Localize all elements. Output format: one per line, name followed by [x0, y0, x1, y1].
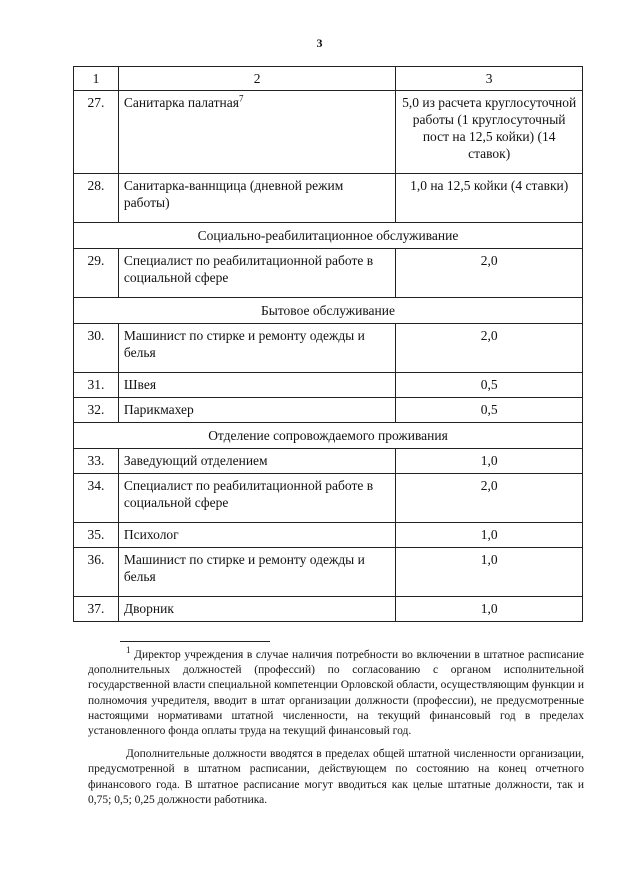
row-number: 27.: [74, 91, 119, 174]
column-header-position: 2: [118, 67, 395, 91]
position-name: [118, 398, 395, 423]
staff-quantity: 5,0 из расчета круглосуточной работы (1 круглосуточный пост на 12,5 койки) (14 ставок): [396, 91, 583, 174]
position-name: [118, 373, 395, 398]
position-name-text: Санитарка-ваннщица (дневной режим работы): [123, 178, 344, 210]
section-row: [74, 298, 583, 324]
position-name-text: Швея: [123, 377, 157, 392]
position-name-text: Специалист по реабилитационной работе в социальной сфере: [123, 253, 374, 285]
footnote-1: [88, 645, 584, 739]
staff-quantity: 1,0: [396, 548, 583, 597]
row-number: 32.: [74, 398, 119, 423]
position-name: [118, 174, 395, 223]
footnote-1-mark: 1: [126, 645, 131, 656]
table-row: [74, 324, 583, 373]
staff-quantity: 1,0: [396, 523, 583, 548]
footnote-paragraph-2: Дополнительные должности вводятся в пределах общей штатной численности организации, предусмотренной в штатном расписании, действующем по состоянию на конец отчетного финансового года. В штатное расписание могут вводиться как целые штатные должности, так и 0,75; 0,5; 0,25 должности работника.: [88, 748, 584, 806]
row-number: 35.: [74, 523, 119, 548]
position-name-text: Психолог: [123, 527, 179, 542]
section-title: Бытовое обслуживание: [74, 298, 583, 324]
row-number: 33.: [74, 449, 119, 474]
staff-quantity: 2,0: [396, 324, 583, 373]
position-name: [118, 91, 395, 174]
section-title: Отделение сопровождаемого проживания: [74, 423, 583, 449]
table-row: [74, 449, 583, 474]
position-name-text: Парикмахер: [123, 402, 194, 417]
position-name-text: Специалист по реабилитационной работе в социальной сфере: [123, 478, 374, 510]
staff-quantity: 1,0: [396, 597, 583, 622]
staff-quantity: 2,0: [396, 474, 583, 523]
position-name: [118, 449, 395, 474]
position-name: [118, 324, 395, 373]
column-header-quantity: 3: [396, 67, 583, 91]
table-row: [74, 398, 583, 423]
row-number: 37.: [74, 597, 119, 622]
staff-quantity: 1,0 на 12,5 койки (4 ставки): [396, 174, 583, 223]
table-row: [74, 249, 583, 298]
section-row: [74, 423, 583, 449]
table-header-row: [74, 67, 583, 91]
position-name-text: Заведующий отделением: [123, 453, 268, 468]
footnotes: [88, 645, 584, 808]
table-row: [74, 91, 583, 174]
position-name: [118, 597, 395, 622]
table-row: [74, 474, 583, 523]
column-header-number: 1: [74, 67, 119, 91]
row-number: 31.: [74, 373, 119, 398]
position-name: [118, 474, 395, 523]
footnote-separator: [120, 641, 270, 642]
row-number: 28.: [74, 174, 119, 223]
footnote-1-text: Директор учреждения в случае наличия потребности во включении в штатное расписание дополнительных должностей (профессий) по согласованию с органом исполнительной государственной власти специальной компетенции Орловской области, осуществляющим функции и полномочия учредителя, вводит в штат организации должности (профессии), не предусмотренные настоящими нормативами штатной численности, на текущий финансовый год в пределах установленного фонда оплаты труда на текущий финансовый год.: [88, 649, 584, 738]
position-name-text: Машинист по стирке и ремонту одежды и белья: [123, 552, 365, 584]
footnote-reference: 7: [238, 93, 244, 104]
position-name-text: Машинист по стирке и ремонту одежды и белья: [123, 328, 365, 360]
staff-quantity: 2,0: [396, 249, 583, 298]
position-name: [118, 548, 395, 597]
table-row: [74, 597, 583, 622]
staff-quantity: 0,5: [396, 373, 583, 398]
row-number: 30.: [74, 324, 119, 373]
position-name: [118, 523, 395, 548]
position-name-text: Дворник: [123, 601, 174, 616]
section-row: [74, 223, 583, 249]
section-title: Социально-реабилитационное обслуживание: [74, 223, 583, 249]
staff-quantity: 1,0: [396, 449, 583, 474]
row-number: 36.: [74, 548, 119, 597]
page-number: 3: [316, 36, 323, 50]
row-number: 29.: [74, 249, 119, 298]
table-row: [74, 174, 583, 223]
position-name-text: Санитарка палатная: [123, 95, 239, 110]
table-row: [74, 523, 583, 548]
table-row: [74, 548, 583, 597]
staff-quantity: 0,5: [396, 398, 583, 423]
position-name: [118, 249, 395, 298]
staffing-table: [73, 66, 583, 622]
table-row: [74, 373, 583, 398]
row-number: 34.: [74, 474, 119, 523]
